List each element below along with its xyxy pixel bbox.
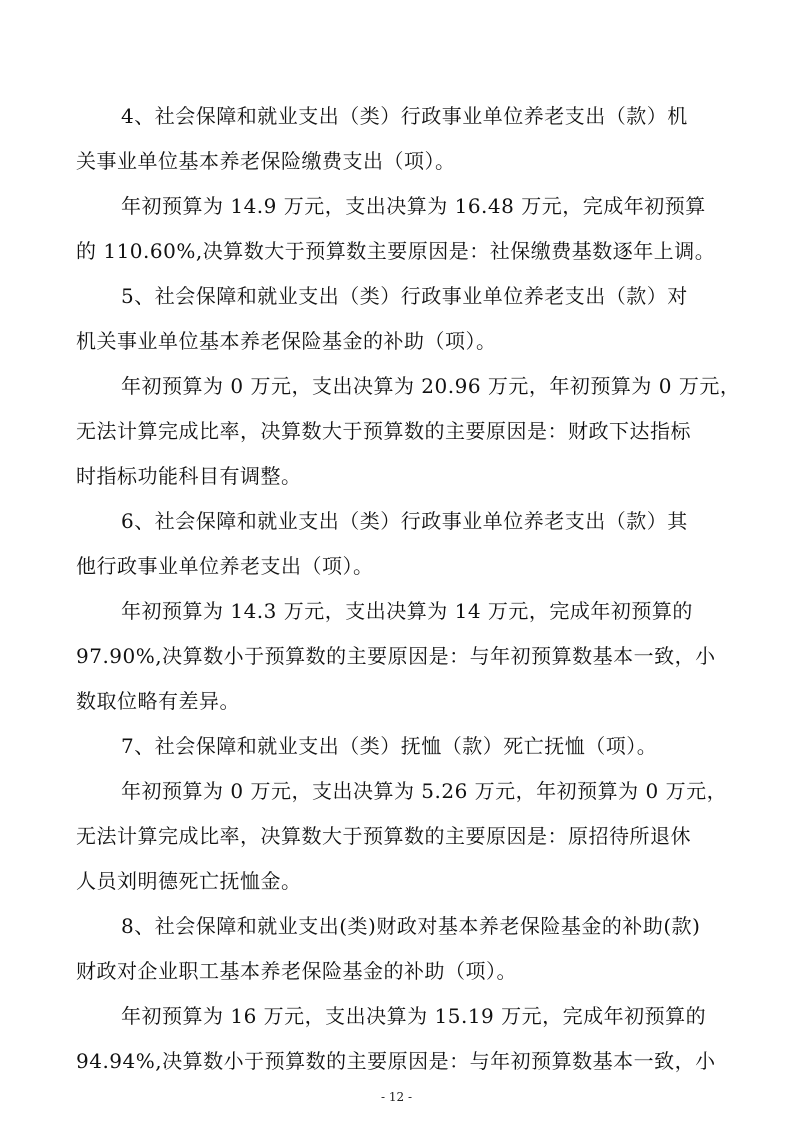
- paragraph-line: 年初预算为 14.9 万元，支出决算为 16.48 万元，完成年初预算: [121, 194, 706, 218]
- paragraph-line: 机关事业单位基本养老保险基金的补助（项）。: [76, 329, 497, 353]
- paragraph-line: 数取位略有差异。: [76, 689, 240, 713]
- paragraph-line: 时指标功能科目有调整。: [76, 464, 302, 488]
- paragraph-line: 7、社会保障和就业支出（类）抚恤（款）死亡抚恤（项）。: [121, 734, 658, 758]
- paragraph-line: 8、社会保障和就业支出(类)财政对基本养老保险基金的补助(款): [121, 914, 701, 938]
- paragraph-line: 年初预算为 0 万元，支出决算为 20.96 万元，年初预算为 0 万元，: [121, 374, 741, 398]
- paragraph-line: 5、社会保障和就业支出（类）行政事业单位养老支出（款）对: [121, 284, 688, 308]
- paragraph-line: 人员刘明德死亡抚恤金。: [76, 869, 302, 893]
- page-number: - 12 -: [380, 1090, 412, 1104]
- paragraph-line: 他行政事业单位养老支出（项）。: [76, 554, 374, 578]
- paragraph-line: 无法计算完成比率，决算数大于预算数的主要原因是：财政下达指标: [76, 419, 691, 443]
- paragraph-line: 年初预算为 16 万元，支出决算为 15.19 万元，完成年初预算的: [121, 1004, 707, 1028]
- paragraph-line: 无法计算完成比率，决算数大于预算数的主要原因是：原招待所退休: [76, 824, 691, 848]
- paragraph-line: 年初预算为 0 万元，支出决算为 5.26 万元，年初预算为 0 万元，: [121, 779, 728, 803]
- paragraph-line: 关事业单位基本养老保险缴费支出（项）。: [76, 149, 456, 173]
- paragraph-line: 6、社会保障和就业支出（类）行政事业单位养老支出（款）其: [121, 509, 688, 533]
- paragraph-line: 94.94%,决算数小于预算数的主要原因是：与年初预算数基本一致，小: [76, 1049, 716, 1073]
- paragraph-line: 的 110.60%,决算数大于预算数主要原因是：社保缴费基数逐年上调。: [76, 239, 716, 263]
- paragraph-line: 财政对企业职工基本养老保险基金的补助（项）。: [76, 959, 517, 983]
- paragraph-line: 97.90%,决算数小于预算数的主要原因是：与年初预算数基本一致，小: [76, 644, 716, 668]
- paragraph-line: 年初预算为 14.3 万元，支出决算为 14 万元，完成年初预算的: [121, 599, 693, 623]
- paragraph-line: 4、社会保障和就业支出（类）行政事业单位养老支出（款）机: [121, 104, 688, 128]
